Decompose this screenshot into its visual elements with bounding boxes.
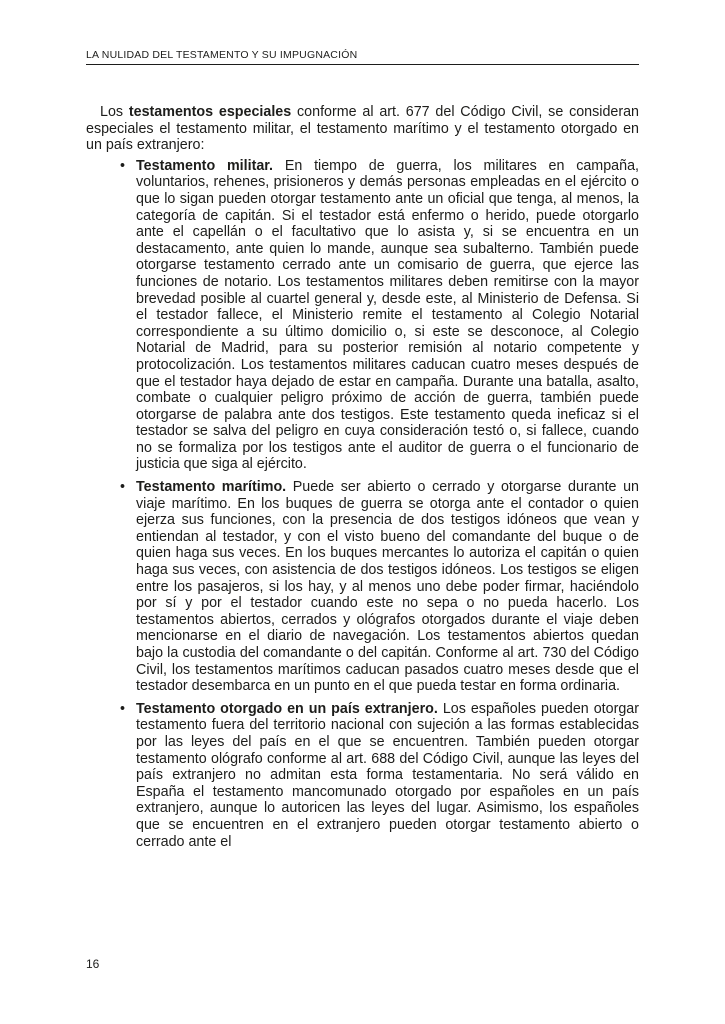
intro-lead: Los <box>100 104 129 120</box>
item-text: En tiempo de guerra, los militares en campaña, voluntarios, rehenes, prisioneros y demás personas empleadas en el ejército o que lo sigan pueden otorgar testamento ante un oficial que tenga, al menos, la categoría de capitán. Si el testador está enfermo o herido, puede otorgarlo ante el capellán o el facultativo que lo asista y, si se encuentra en un destacamento, ante quien lo mande, aunque sea subalterno. También puede otorgarse testamento cerrado ante un comisario de guerra, que ejerce las funciones de notario. Los testamentos militares deben remitirse con la mayor brevedad posible al cuartel general y, desde este, al Ministerio de Defensa. Si el testador fallece, el Ministerio remite el testamento al Colegio Notarial correspondiente a su último domicilio o, si este se desconoce, al Colegio Notarial de Madrid, para su posterior remisión al notario competente y protocolización. Los testamentos militares caducan cuatro meses después de que el testador haya dejado de estar en campaña. Durante una batalla, asalto, combate o cualquier peligro próximo de acción de guerra, también puede otorgarse de palabra ante dos testigos. Este testamento queda ineficaz si el testador se salva del peligro en cuya consideración testó o, si fallece, cuando no se formaliza por los testigos ante el auditor de guerra o el funcionario de justicia que siga al ejército. <box>136 157 639 473</box>
bullet-icon: • <box>120 157 126 174</box>
bullet-icon: • <box>120 479 126 496</box>
intro-paragraph <box>86 104 639 154</box>
bullet-icon: • <box>120 700 126 717</box>
item-title: Testamento militar. <box>136 157 274 174</box>
item-title: Testamento marítimo. <box>136 479 287 496</box>
list-item-maritime <box>120 479 640 695</box>
header-divider <box>86 64 639 65</box>
intro-rest: conforme al art. 677 del Código Civil, se consideran especiales el testamento militar, el testamento marítimo y el testamento otorgado en un país extranjero: <box>86 104 640 154</box>
page-body <box>86 104 639 856</box>
intro-bold-term: testamentos especiales <box>128 104 292 120</box>
list-item-military <box>120 157 639 473</box>
item-title: Testamento otorgado en un país extranjero. <box>136 700 438 717</box>
special-testaments-list <box>86 158 639 850</box>
list-item-foreign <box>120 700 639 850</box>
item-text: Los españoles pueden otorgar testamento fuera del territorio nacional con sujeción a las formas establecidas por las leyes del país en el que se encuentren. También pueden otorgar testamento ológrafo conforme al art. 688 del Código Civil, aunque las leyes del país extranjero no admitan esta forma testamentaria. No será válido en España el testamento mancomunado otorgado por españoles en un país extranjero, aunque lo autoricen las leyes del lugar. Asimismo, los españoles que se encuentren en el extranjero pueden otorgar testamento abierto o cerrado ante el <box>136 700 639 850</box>
page-number: 16 <box>86 957 100 971</box>
item-text: Puede ser abierto o cerrado y otorgarse durante un viaje marítimo. En los buques de guerra se otorga ante el contador o quien ejerza sus funciones, con la presencia de dos testigos idóneos que vean y entiendan al testador, y con el visto bueno del comandante del buque o de quien haga sus veces. En los buques mercantes lo autoriza el capitán o quien haga sus veces, con asistencia de dos testigos idóneos. Los testigos se eligen entre los pasajeros, si los hay, y al menos uno debe poder firmar, haciéndolo por sí y por el testador cuando este no sepa o no pueda hacerlo. Los testamentos abiertos, cerrados y ológrafos otorgados durante el viaje deben mencionarse en el diario de navegación. Los testamentos abiertos quedan bajo la custodia del comandante o del capitán. Conforme al art. 730 del Código Civil, los testamentos marítimos caducan pasados cuatro meses desde que el testador desembarca en un punto en el que pueda testar en forma ordinaria. <box>136 479 640 695</box>
running-header: LA NULIDAD DEL TESTAMENTO Y SU IMPUGNACIÓN <box>86 49 358 61</box>
